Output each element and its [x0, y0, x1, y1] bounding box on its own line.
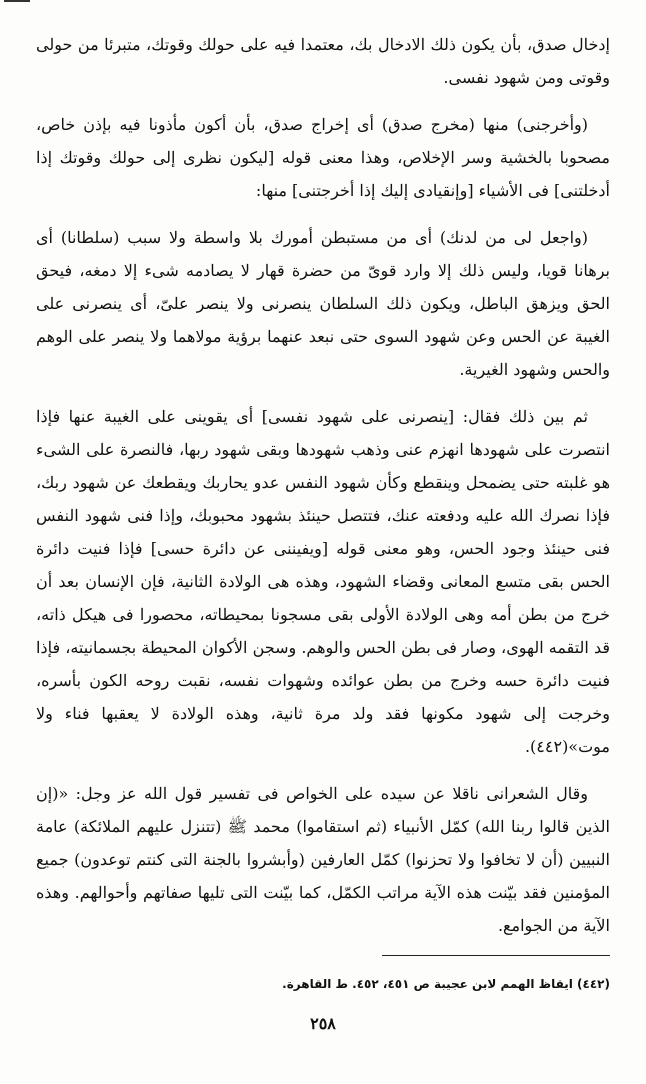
paragraph-5: وقال الشعرانى ناقلا عن سيده على الخواص فى تفسير قول الله عز وجل: «(إن الذين قالوا ربنا الله) كمّل الأنبياء (ثم استقاموا) محمد ﷺ (تتنزل عليهم الملائكة) عامة النبيين (أن لا تخافوا ولا تحزنوا) كمّل العارفين (وأبشروا بالجنة التى كنتم توعدون) جميع المؤمنين فقد بيّنت هذه الآية مراتب الكمّل، كما بيّنت التى تليها صفاتهم وأحوالهم. وهذه الآية من الجوامع. — [36, 784, 610, 935]
paragraph-3: (واجعل لى من لدنك) أى من مستبطن أمورك بلا واسطة ولا سبب (سلطانا) أى برهانا قويا، وليس ذلك إلا وارد قوىّ من حضرة قهار لا يصادمه شىء إلا دمغه، فيحق الحق ويزهق الباطل، ويكون ذلك السلطان ينصرنى ولا ينصر علىّ، أى ينصرنى على الغيبة عن الحس وعن شهود السوى حتى نبعد عنهما برؤية مولاهما ولا ينصر على الوهم والحس وشهود الغيرية. — [36, 228, 610, 379]
paragraph-4: ثم بين ذلك فقال: [ينصرنى على شهود نفسى] أى يقوينى على الغيبة عنها فإذا انتصرت على شهودها انهزم عنى وذهب شهودها وبقى شهود ربها، فالنصرة على الشىء هو غلبته حتى يضمحل وينقطع وكأن شهود النفس عدو يحاربك ويقطعك عن شهود ربك، فإذا نصرك الله عليه ودفعته عنك، فتتصل حينئذ بشهود محبوبك، وإذا فنى شهود النفس فنى حينئذ وجود الحس، وهو معنى قوله [ويفيننى عن دائرة حسى] فإذا فنيت دائرة الحس بقى متسع المعانى وقضاء الشهود، وهذه هى الولادة الثانية، فإن الإنسان بعد أن خرج من بطن أمه وهى الولادة الأولى بقى مسجونا بمحيطاته، محصورا فى هيكل ذاته، قد التقمه الهوى، وصار فى بطن الحس والوهم. وسجن الأكوان المحيطة بجسمانيته، فإذا فنيت دائرة حسه وخرج من بطن عوائده وشهوات نفسه، نقبت روحه الكون بأسره، وخرجت إلى شهود مكونها فقد ولد مرة ثانية، وهذه الولادة لا يعقبها فناء ولا موت»(٤٤٢). — [36, 407, 611, 756]
paragraph-1: إدخال صدق، بأن يكون ذلك الادخال بك، معتمدا فيه على حولك وقوتك، متبرئا من حولى وقوتى ومن شهود نفسى. — [36, 35, 610, 87]
page-number: ٢٥٨ — [310, 1014, 336, 1033]
scan-corner-mark — [4, 0, 30, 2]
footnote: (٤٤٢) ايقاظ الهمم لابن عجيبة ص ٤٥١، ٤٥٢. ط القاهرة. — [282, 977, 610, 991]
paragraph-2: (وأخرجنى) منها (مخرج صدق) أى إخراج صدق، بأن أكون مأذونا فيه بإذن خاص، مصحوبا بالخشية وسر الإخلاص، وهذا معنى قوله [ليكون نظرى إلى حولك وقوتك إذا أدخلتنى] فى الأشياء [وإنقيادى إليك إذا أخرجتنى] منها: — [36, 115, 610, 200]
footnote-divider — [382, 955, 610, 956]
main-text — [36, 28, 610, 956]
